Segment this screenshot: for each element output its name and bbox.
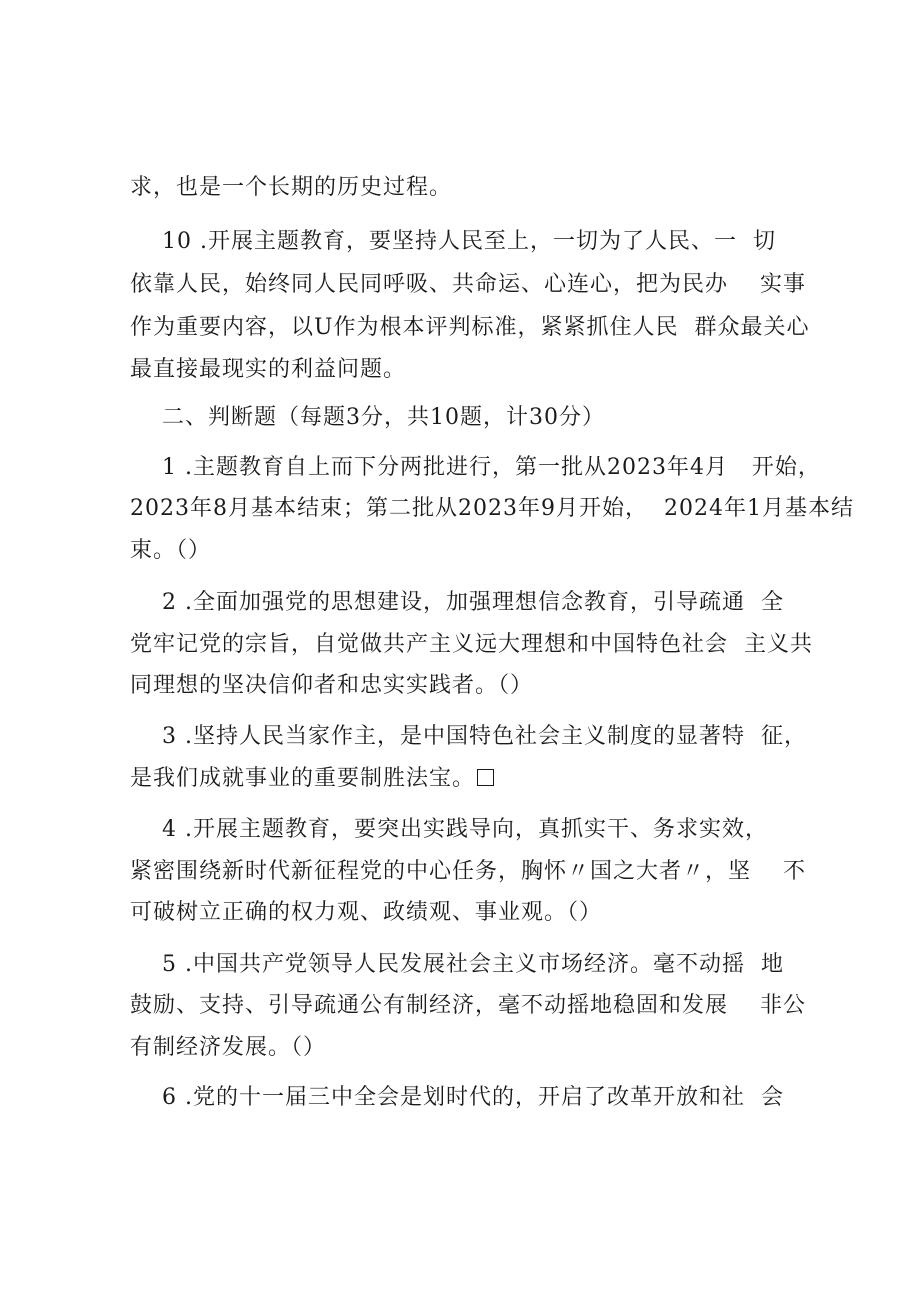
text-line: 2 .全面加强党的思想建设，加强理想信念教育，引导疏通 全 (130, 590, 784, 615)
text-line-with-checkbox (130, 764, 810, 794)
text-line: 4 .开展主题教育，要突出实践导向，真抓实干、务求实效， (130, 817, 768, 842)
section-heading: 二、判断题（每题3分，共10题，计30分） (130, 405, 605, 430)
text-line-content: 是我们成就事业的重要制胜法宝。 (130, 766, 476, 791)
answer-box (477, 769, 494, 786)
text-line: 1 .主题教育自上而下分两批进行，第一批从2023年4月 开始， (130, 455, 821, 480)
text-line: 10 .开展主题教育，要坚持人民至上，一切为了人民、一 切 (130, 229, 776, 254)
text-line: 作为重要内容，以U作为根本评判标准，紧紧抓住人民 群众最关心 (130, 315, 810, 340)
text-line: 最直接最现实的利益问题。 (130, 357, 407, 382)
text-line: 可破树立正确的权力观、政绩观、事业观。（） (130, 900, 603, 925)
text-line: 紧密围绕新时代新征程党的中心任务，胸怀〃国之大者〃，坚 不 (130, 859, 806, 884)
text-line: 党牢记党的宗旨，自觉做共产主义远大理想和中国特色社会 主义共 (130, 632, 813, 657)
text-line: 同理想的坚决信仰者和忠实实践者。（） (130, 673, 534, 698)
text-line: 3 .坚持人民当家作主，是中国特色社会主义制度的显著特 征， (130, 724, 807, 749)
text-line: 依靠人民，始终同人民同呼吸、共命运、心连心，把为民办 实事 (130, 272, 806, 297)
text-line: 6 .党的十一届三中全会是划时代的，开启了改革开放和社 会 (130, 1085, 784, 1110)
text-line: 5 .中国共产党领导人民发展社会主义市场经济。毫不动摇 地 (130, 952, 784, 977)
text-line: 求，也是一个长期的历史过程。 (130, 175, 453, 200)
text-line: 鼓励、支持、引导疏通公有制经济，毫不动摇地稳固和发展 非公 (130, 993, 806, 1018)
text-line: 有制经济发展。（） (130, 1035, 327, 1060)
text-line: 束。（） (130, 538, 212, 563)
text-line: 2023年8月基本结束；第二批从2023年9月开始， 2024年1月基本结 (130, 496, 854, 521)
